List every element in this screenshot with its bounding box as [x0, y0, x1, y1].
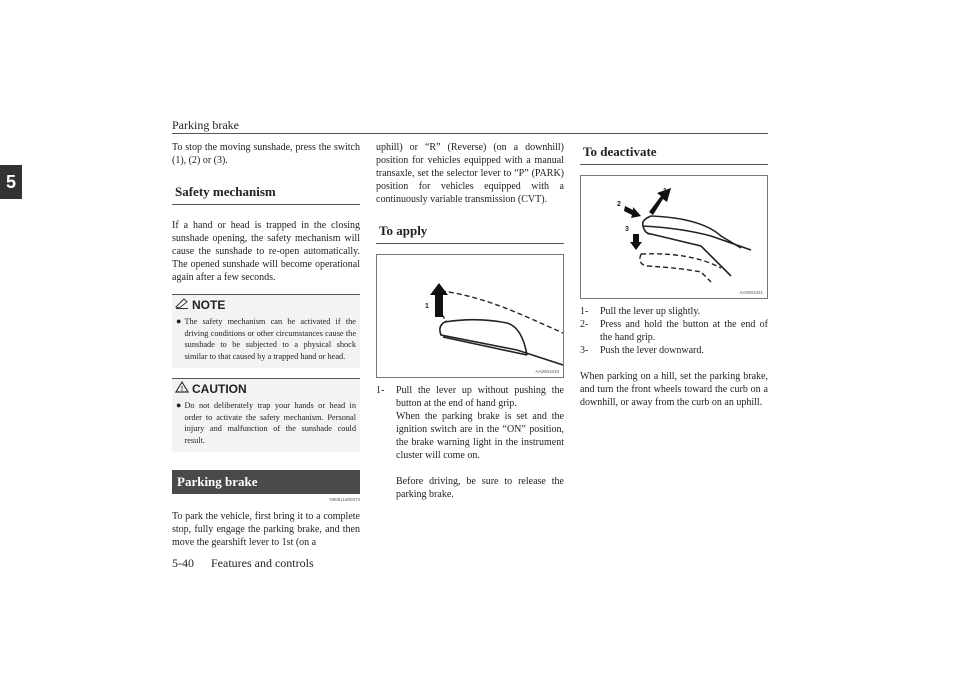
warning-triangle-icon: [175, 381, 189, 396]
apply-step-note: When the parking brake is set and the ignition switch are in the “ON” position, the brake warning light in the instrument cluster will come on.: [396, 411, 564, 461]
column-3: [580, 141, 768, 409]
note-icon: [175, 297, 189, 312]
hill-parking-text: When parking on a hill, set the parking brake, and turn the front wheels toward the curb on a downhill, or away from the curb on an uphill.: [580, 371, 768, 408]
step-number: 1-: [580, 306, 589, 317]
lever-drawing: [581, 176, 767, 298]
chapter-tab: 5: [0, 165, 22, 199]
note-label: NOTE: [192, 297, 226, 312]
column-1: [172, 141, 360, 549]
column-2: [376, 141, 564, 501]
figure-label-1: 1: [663, 188, 667, 195]
figure-label-2: 2: [617, 201, 621, 208]
apply-step-1: [376, 384, 564, 410]
bullet-icon: ●: [176, 400, 182, 410]
up-arrow-icon: [649, 188, 671, 215]
apply-step-reminder: Before driving, be sure to release the parking brake.: [396, 476, 564, 500]
caution-box: [172, 378, 360, 452]
page-footer: [172, 556, 314, 571]
deactivate-lever-illustration: [580, 175, 768, 299]
deactivate-step-2: [580, 318, 768, 344]
safety-mechanism-heading: Safety mechanism: [172, 181, 360, 205]
up-arrow-icon: [430, 283, 448, 317]
to-deactivate-heading: To deactivate: [580, 141, 768, 165]
note-box: [172, 294, 360, 368]
parking-brake-text: To park the vehicle, first bring it to a complete stop, fully engage the parking brake, and then move the gearshift lever to 1st (on a: [172, 511, 360, 548]
safety-mechanism-text: If a hand or head is trapped in the closing sunshade opening, the safety mechanism will cause the sunshade to re-open automatically. The opened sunshade will become operational again after a few seconds.: [172, 220, 360, 283]
note-bullet: [172, 314, 360, 368]
page-number: 5-40: [172, 556, 194, 570]
figure-code: AA0001021: [739, 290, 763, 295]
step-number: 2-: [580, 319, 589, 330]
apply-lever-illustration: [376, 254, 564, 378]
page-header-title: Parking brake: [172, 118, 239, 132]
note-text: The safety mechanism can be activated if the driving conditions or other circumstances cause the sunshade to be subjected to a physical shock similar to that caused by a trapped hand or head.: [184, 317, 356, 361]
bullet-icon: ●: [176, 316, 182, 326]
deactivate-step-3: [580, 344, 768, 357]
press-arrow-icon: [624, 206, 641, 218]
figure-label-1: 1: [425, 303, 429, 310]
step-text: Pull the lever up without pushing the button at the end of hand grip.: [396, 385, 564, 409]
caution-text: Do not deliberately trap your hands or head in order to activate the safety mechanism. Personal injury and malfunction of the sunshade could result.: [184, 401, 356, 445]
figure-code: AA0001010: [535, 369, 559, 374]
section-code: N00511400373: [329, 497, 360, 502]
step-number: 1-: [376, 385, 385, 396]
to-apply-heading: To apply: [376, 220, 564, 244]
parking-brake-heading: Parking brake: [172, 470, 360, 494]
caution-label: CAUTION: [192, 381, 247, 396]
down-arrow-icon: [630, 234, 642, 250]
caution-bullet: [172, 398, 360, 452]
step-number: 3-: [580, 345, 589, 356]
svg-text:!: !: [180, 386, 184, 393]
section-name: Features and controls: [211, 556, 314, 570]
deactivate-steps: [580, 305, 768, 357]
header-rule: [172, 133, 768, 134]
lever-drawing: [377, 255, 563, 377]
step-text: Push the lever downward.: [600, 345, 704, 356]
figure-label-3: 3: [625, 226, 629, 233]
note-header: [172, 295, 360, 314]
step-text: Pull the lever up slightly.: [600, 306, 701, 317]
intro-text: To stop the moving sunshade, press the switch (1), (2) or (3).: [172, 142, 360, 166]
step-text: Press and hold the button at the end of the hand grip.: [600, 319, 768, 343]
caution-header: [172, 379, 360, 398]
continued-text: uphill) or “R” (Reverse) (on a downhill) position for vehicles equipped with a manual transaxle, set the selector lever to “P” (PARK) position for vehicles equipped with a continuously variable transmission (CVT).: [376, 142, 564, 205]
deactivate-step-1: [580, 305, 768, 318]
